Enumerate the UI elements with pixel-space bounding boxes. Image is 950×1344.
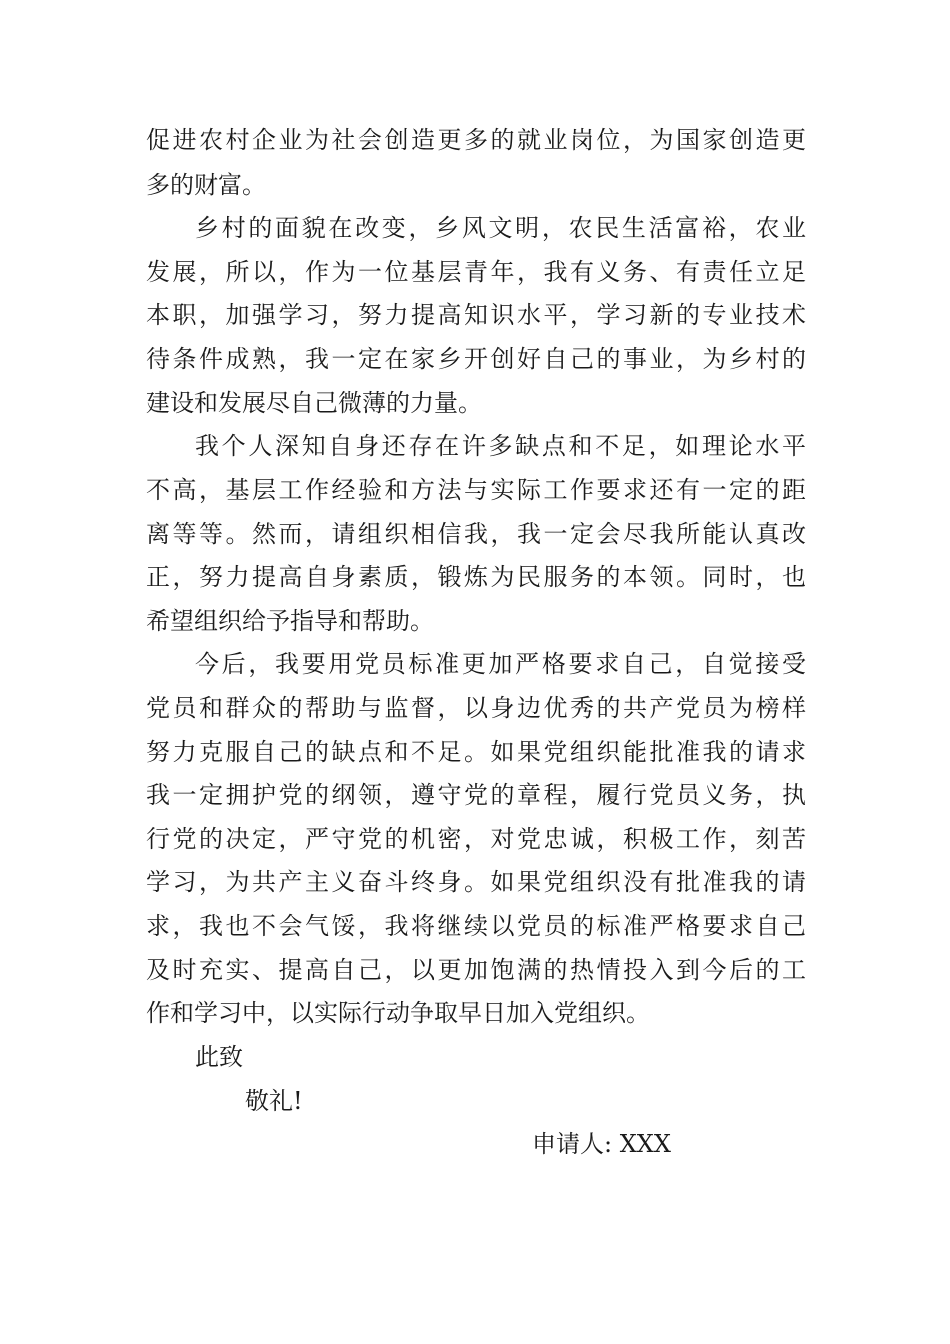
paragraph-4-line-4: 我一定拥护党的纲领，遵守党的章程，履行党员义务，执	[146, 781, 806, 809]
paragraph-3-line-4: 正，努力提高自身素质，锻炼为民服务的本领。同时，也	[146, 563, 806, 591]
paragraph-3-line-3: 离等等。然而，请组织相信我，我一定会尽我所能认真改	[146, 520, 806, 548]
paragraph-2-line-5: 建设和发展尽自己微薄的力量。	[146, 389, 482, 417]
paragraph-4-line-3: 努力克服自己的缺点和不足。如果党组织能批准我的请求	[146, 738, 806, 766]
paragraph-4-line-6: 学习，为共产主义奋斗终身。如果党组织没有批准我的请	[146, 868, 806, 896]
paragraph-2-line-1: 乡村的面貌在改变，乡风文明，农民生活富裕，农业	[195, 214, 806, 242]
paragraph-1-line-2: 多的财富。	[146, 171, 266, 199]
regards: 敬礼!	[245, 1087, 303, 1115]
paragraph-4-line-1: 今后，我要用党员标准更加严格要求自己，自觉接受	[195, 650, 806, 678]
paragraph-4-line-7: 求，我也不会气馁，我将继续以党员的标准严格要求自己	[146, 912, 806, 940]
paragraph-2-line-3: 本职，加强学习，努力提高知识水平，学习新的专业技术	[146, 301, 806, 329]
paragraph-4-line-9: 作和学习中，以实际行动争取早日加入党组织。	[146, 999, 650, 1027]
paragraph-3-line-2: 不高，基层工作经验和方法与实际工作要求还有一定的距	[146, 476, 806, 504]
signature: 申请人: XXX	[532, 1130, 671, 1158]
salutation: 此致	[195, 1043, 243, 1071]
paragraph-4-line-5: 行党的决定，严守党的机密，对党忠诚，积极工作，刻苦	[146, 825, 806, 853]
paragraph-4-line-8: 及时充实、提高自己，以更加饱满的热情投入到今后的工	[146, 956, 806, 984]
paragraph-2-line-2: 发展，所以，作为一位基层青年，我有义务、有责任立足	[146, 258, 806, 286]
paragraph-1-line-1: 促进农村企业为社会创造更多的就业岗位，为国家创造更	[146, 126, 806, 154]
paragraph-4-line-2: 党员和群众的帮助与监督，以身边优秀的共产党员为榜样	[146, 694, 806, 722]
paragraph-2-line-4: 待条件成熟，我一定在家乡开创好自己的事业，为乡村的	[146, 345, 806, 373]
paragraph-3-line-1: 我个人深知自身还存在许多缺点和不足，如理论水平	[195, 432, 806, 460]
paragraph-3-line-5: 希望组织给予指导和帮助。	[146, 607, 434, 635]
